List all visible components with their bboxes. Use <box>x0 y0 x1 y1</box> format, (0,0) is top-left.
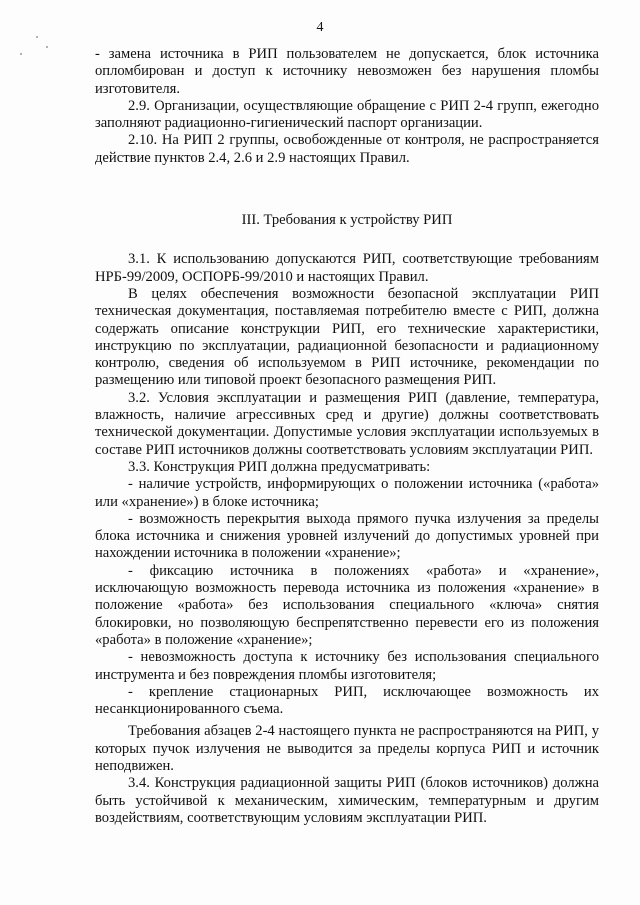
paragraph-documentation: В целях обеспечения возможности безопасной эксплуатации РИП техническая документация, поставляемая потребителю вместе с РИП, должна содержать описание конструкции РИП, его технические характеристики, инструкцию по эксплуатации, радиационной безопасности и радиационному контролю, сведения об используемом в РИП источнике, рекомендации по размещению или типовой проект безопасного размещения РИП. <box>95 285 599 389</box>
paragraph-3-1: 3.1. К использованию допускаются РИП, соответствующие требованиям НРБ-99/2009, ОСПОРБ-99/2010 и настоящих Правил. <box>95 251 599 285</box>
list-item-mounting: - крепление стационарных РИП, исключающее возможность их несанкционированного съема. <box>95 683 599 718</box>
list-item-indicators: - наличие устройств, информирующих о положении источника («работа» или «хранение») в блоке источника; <box>95 476 599 510</box>
paragraph-3-4: 3.4. Конструкция радиационной защиты РИП (блоков источников) должна быть устойчивой к механическим, химическим, температурным и другим воздействиям, соответствующим условиям эксплуатации РИП. <box>95 775 599 826</box>
section-heading: III. Требования к устройству РИП <box>241 212 453 229</box>
list-item-fixation: - фиксацию источника в положениях «работа» и «хранение», исключающую возможность перевода источника из положения «хранение» в положение «работа» без использования специального «ключа» снятия блокировки, но позволяющую беспрепятственно перевести его из положения «работа» в положение «хранение»; <box>95 562 599 648</box>
paragraph-2-10: 2.10. На РИП 2 группы, освобожденные от контроля, не распространяется действие пунктов 2.4, 2.6 и 2.9 настоящих Правил. <box>95 132 599 166</box>
page-number: 4 <box>316 20 324 35</box>
paragraph-exceptions: Требования абзацев 2-4 настоящего пункта не распространяются на РИП, у которых пучок излучения не выводится за пределы корпуса РИП и источник неподвижен. <box>95 723 599 774</box>
scan-speck <box>20 53 22 55</box>
scan-speck <box>36 36 38 38</box>
paragraph-source-replacement: - замена источника в РИП пользователем не допускается, блок источника опломбирован и доступ к источнику невозможен без нарушения пломбы изготовителя. <box>95 46 599 97</box>
paragraph-2-9: 2.9. Организации, осуществляющие обращение с РИП 2-4 групп, ежегодно заполняют радиационно-гигиенический паспорт организации. <box>95 97 599 132</box>
scan-speck <box>46 46 48 48</box>
document-body <box>95 46 599 827</box>
paragraph-3-2: 3.2. Условия эксплуатации и размещения РИП (давление, температура, влажность, наличие агрессивных сред и другие) должны соответствовать технической документации. Допустимые условия эксплуатации используемых в составе РИП источников должны соответствовать условиям эксплуатации РИП. <box>95 389 599 458</box>
list-item-beam-blocking: - возможность перекрытия выхода прямого пучка излучения за пределы блока источника и снижения уровней излучений до допустимых уровней при нахождении источника в положении «хранение»; <box>95 510 599 562</box>
list-item-access: - невозможность доступа к источнику без использования специального инструмента и без повреждения пломбы изготовителя; <box>95 649 599 683</box>
paragraph-3-3: 3.3. Конструкция РИП должна предусматривать: <box>128 458 431 475</box>
